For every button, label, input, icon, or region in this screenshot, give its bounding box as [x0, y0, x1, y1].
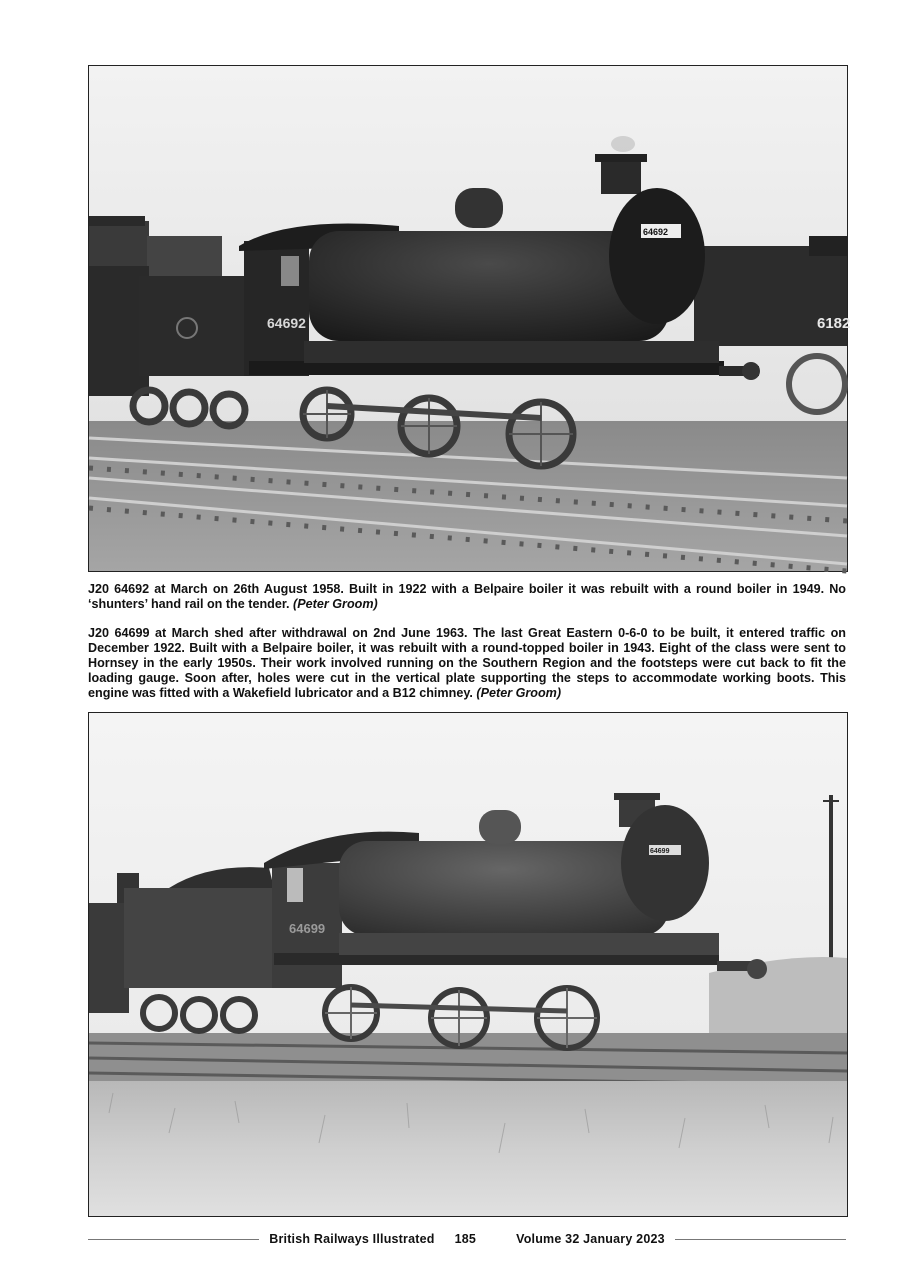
caption-2-text: J20 64699 at March shed after withdrawal on 2nd June 1963. The last Great Eastern 0-6-0 to be built, it entered traffic on December 1922. Built with a Belpaire boiler, it was rebuilt with a round-topped boiler in 1943. Eight of the class were sent to Hornsey in the early 1950s. Their work involved running on the Southern Region and the footsteps were cut back to fit the loading gauge. Soon after, holes were cut in the vertical plate supporting the steps to accommodate working boots. This engine was fitted with a Wakefield lubricator and a B12 chimney. — [88, 626, 846, 700]
adjacent-loco-number: 6182 — [817, 315, 851, 332]
smokebox-number-plate: 64692 — [643, 227, 669, 237]
photo-j20-64699-image — [89, 713, 847, 1216]
footer-page-number: 185 — [454, 1232, 477, 1246]
photo-j20-64692-image — [89, 66, 851, 571]
footer-rule-left — [88, 1239, 259, 1240]
photo-j20-64699 — [88, 712, 848, 1217]
footer-issue: Volume 32 January 2023 — [516, 1232, 665, 1246]
caption-1-text: J20 64692 at March on 26th August 1958. Built in 1922 with a Belpaire boiler it was rebuilt with a round boiler in 1949. No ‘shunters’ hand rail on the tender. — [88, 582, 846, 611]
page-footer — [88, 1229, 846, 1249]
photo-j20-64692 — [88, 65, 851, 572]
caption-1-credit: (Peter Groom) — [293, 597, 378, 611]
footer-publication: British Railways Illustrated — [269, 1232, 435, 1246]
cab-number: 64699 — [289, 921, 326, 936]
footer-rule-right — [675, 1239, 846, 1240]
caption-photo-2 — [88, 626, 846, 701]
smokebox-number-plate: 64699 — [650, 848, 670, 855]
caption-photo-1 — [88, 582, 846, 612]
caption-2-credit: (Peter Groom) — [476, 686, 562, 700]
cab-number: 64692 — [267, 315, 306, 331]
